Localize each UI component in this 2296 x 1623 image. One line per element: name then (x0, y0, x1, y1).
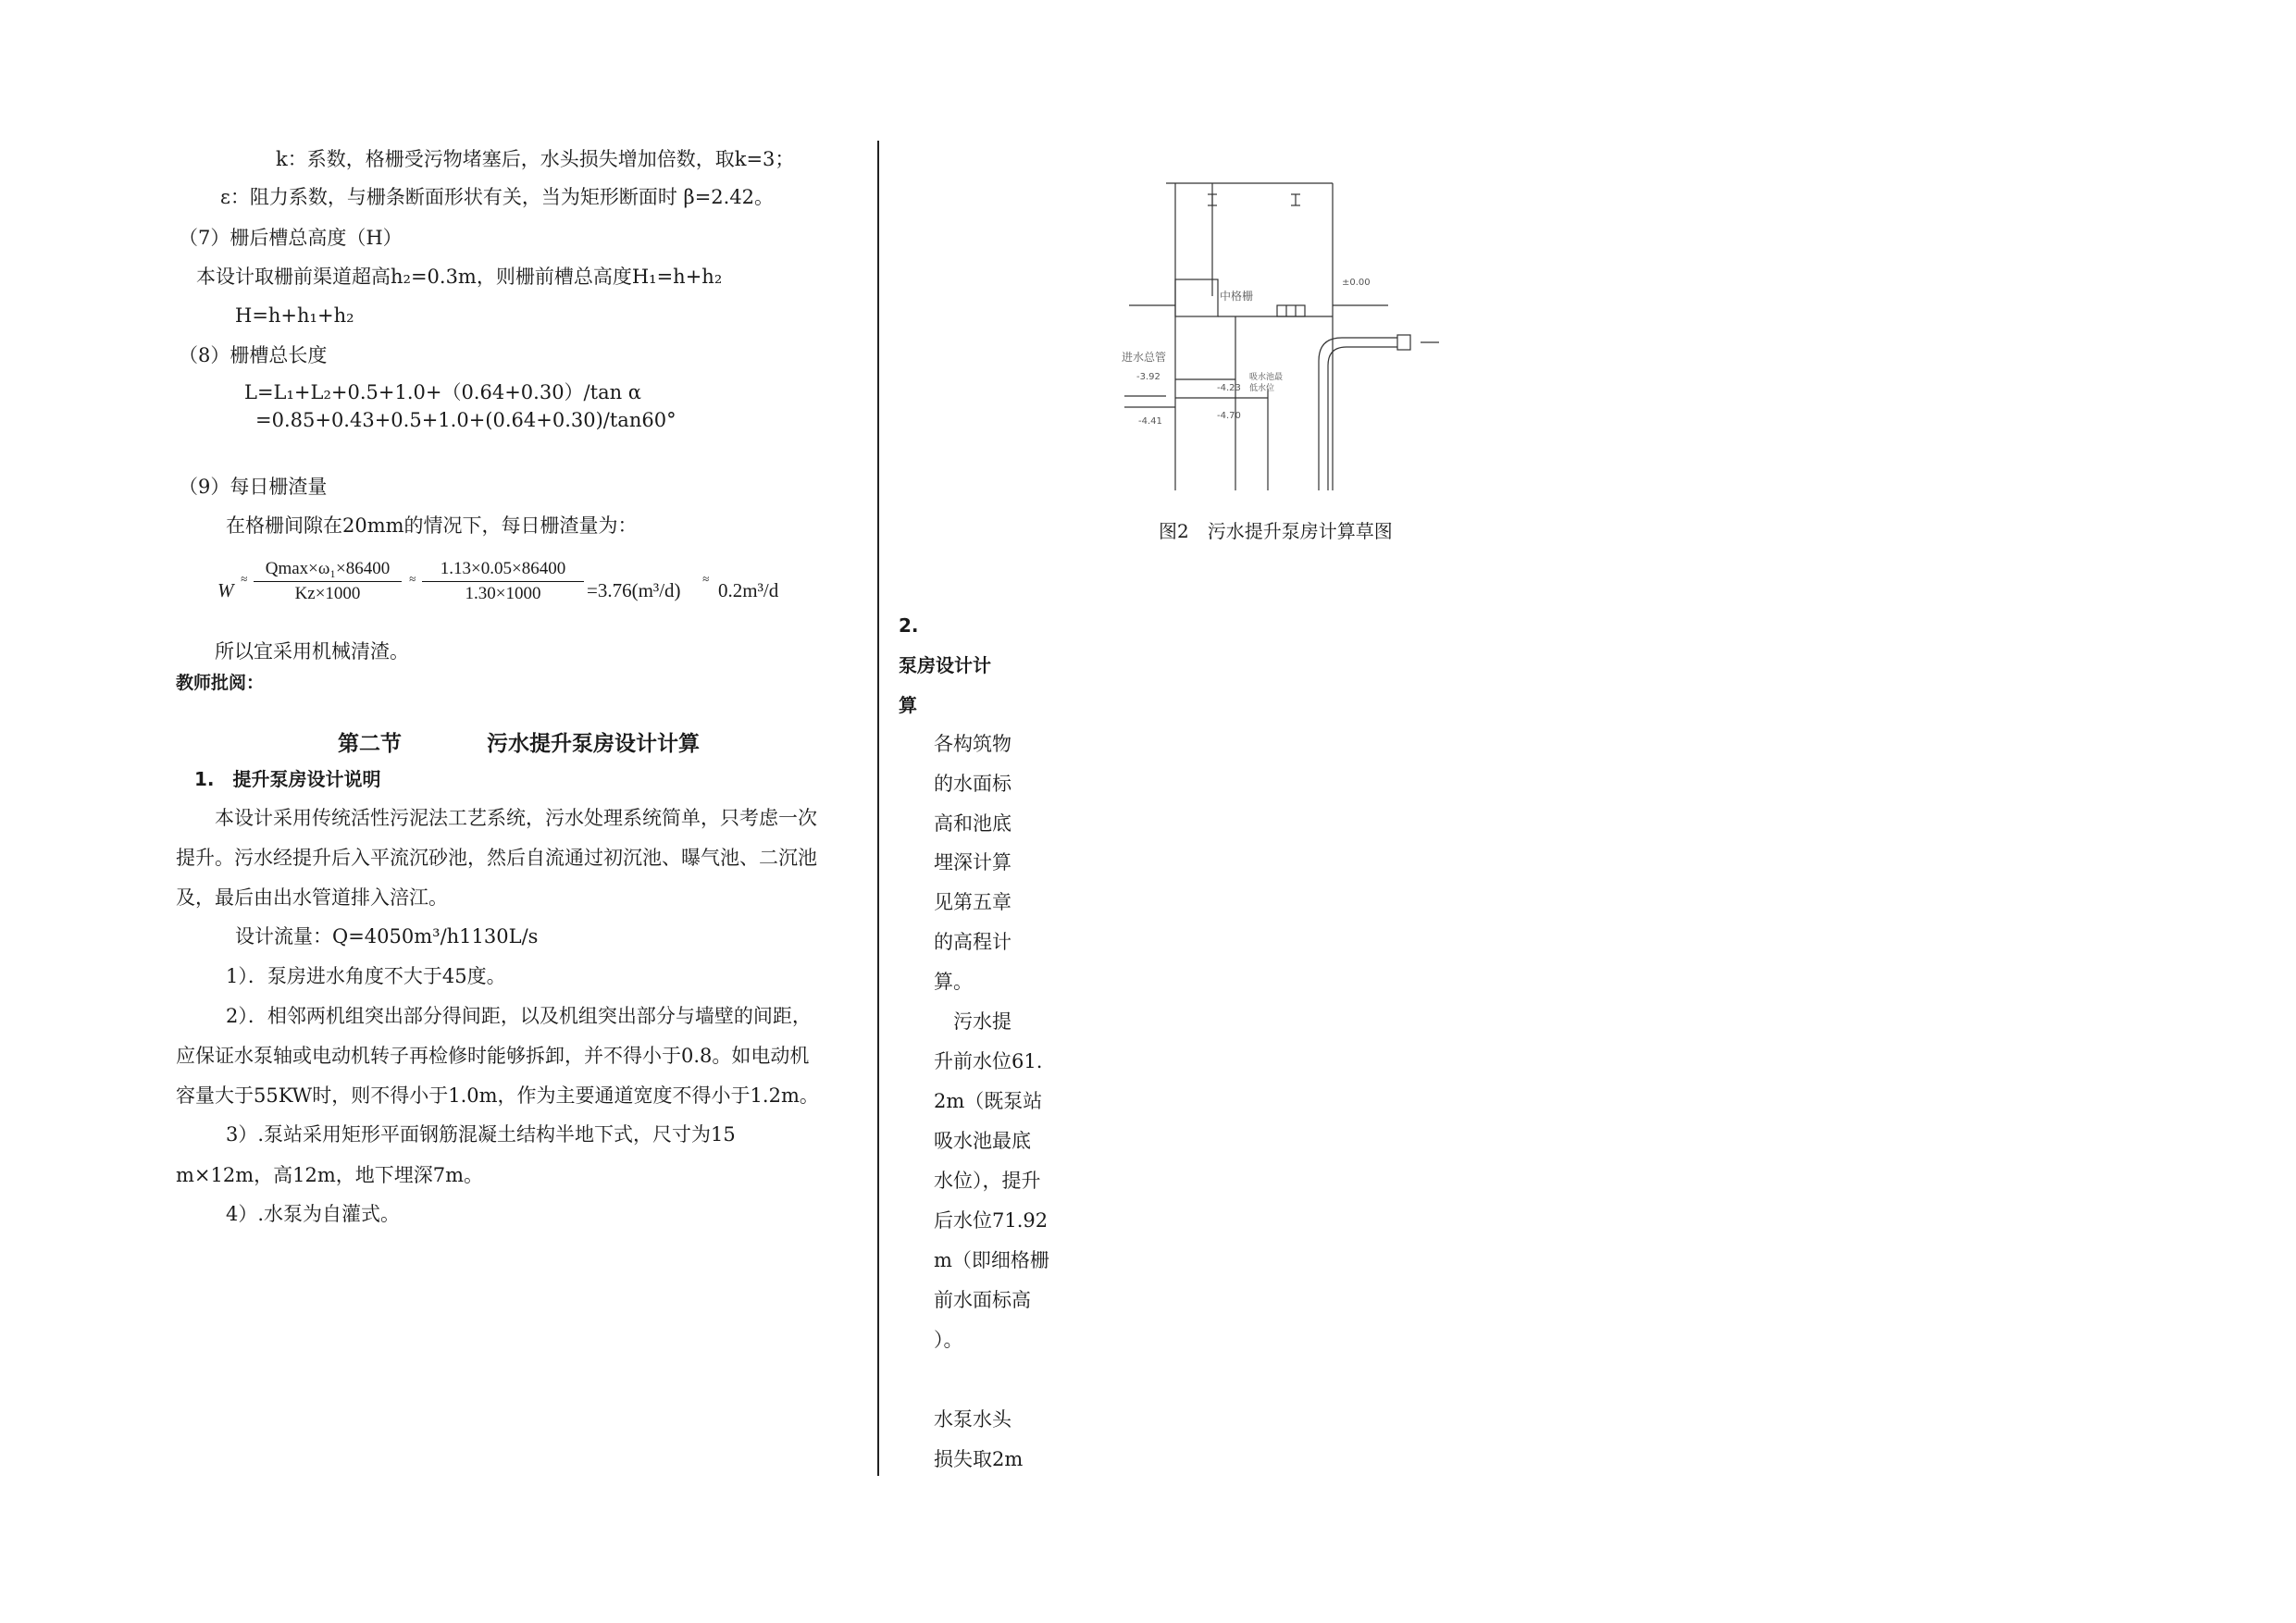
section-title: 第二节 污水提升泵房设计计算 (338, 731, 700, 756)
narrow-line-3: 高和池底 (934, 812, 1011, 835)
narrow-line-8: 污水提 (934, 1010, 1011, 1033)
formula-lhs: W (217, 579, 234, 601)
narrow-line-2: 的水面标 (934, 773, 1011, 795)
item-3-line2: m×12m，高12m，地下埋深7m。 (176, 1164, 484, 1186)
narrow-line-6: 的高程计 (934, 931, 1011, 953)
paragraph-7: 本设计取栅前渠道超高h₂=0.3m，则栅前槽总高度H₁=h+h₂ (196, 266, 723, 288)
sump-level-label-1: 吸水池最 (1249, 373, 1284, 382)
inlet-label: 进水总管 (1122, 351, 1167, 364)
heading-9: （9）每日栅渣量 (179, 476, 328, 498)
subsection-1-title: 1. 提升泵房设计说明 (194, 768, 381, 790)
conclusion: 所以宜采用机械清渣。 (215, 640, 409, 663)
fraction-2 (422, 559, 584, 604)
approx-sign-3: ≈ (702, 572, 710, 586)
elevation-4-label: -4.41 (1138, 416, 1162, 427)
item-2-line2: 应保证水泵轴或电动机转子再检修时能够拆卸，并不得小于0.8。如电动机 (176, 1045, 810, 1067)
narrow-line-11: 吸水池最底 (934, 1130, 1031, 1152)
teacher-review-label: 教师批阅： (176, 673, 265, 693)
narrow-line-19: 损失取2m (934, 1448, 1024, 1470)
screenings-formula (215, 559, 844, 624)
item-2-line3: 容量大于55KW时，则不得小于1.0m，作为主要通道宽度不得小于1.2m。 (176, 1084, 819, 1107)
equation-7: H=h+h₁+h₂ (235, 304, 354, 327)
narrow-line-7: 算。 (934, 971, 973, 993)
column-divider (877, 141, 879, 1476)
narrow-line-9: 升前水位61. (934, 1050, 1043, 1072)
elevation-3-label: -4.70 (1217, 411, 1241, 421)
narrow-line-4: 埋深计算 (934, 851, 1011, 873)
equation-8-line1: L=L₁+L₂+0.5+1.0+（0.64+0.30）/tan α (244, 381, 641, 403)
design-flow: 设计流量：Q=4050m³/h1130L/s (235, 925, 539, 948)
formula-result: =3.76(m³/d) (587, 579, 681, 601)
equation-8-line2: =0.85+0.43+0.5+1.0+(0.64+0.30)/tan60° (255, 409, 676, 431)
item-3-line1: 3）.泵站采用矩形平面钢筋混凝土结构半地下式，尺寸为15 (226, 1123, 736, 1146)
narrow-line-15: 前水面标高 (934, 1289, 1031, 1311)
narrow-line-16: ）。 (934, 1329, 963, 1351)
elevation-1-label: -3.92 (1136, 372, 1160, 382)
paragraph-1-line1: 本设计采用传统活性污泥法工艺系统，污水处理系统简单，只考虑一次 (215, 807, 817, 829)
elevation-2-label: -4.23 (1217, 383, 1241, 393)
fraction-1 (254, 559, 402, 604)
fraction-1-denominator: Kz×1000 (294, 584, 361, 603)
fraction-2-numerator: 1.13×0.05×86400 (440, 559, 566, 578)
narrow-line-13: 后水位71.92 (934, 1209, 1049, 1232)
level-zero-label: ±0.00 (1342, 278, 1371, 288)
heading-2-number: 2. (899, 614, 919, 637)
paragraph-9: 在格栅间隙在20mm的情况下，每日栅渣量为： (226, 514, 638, 537)
approx-sign-2: ≈ (409, 572, 416, 586)
heading-2-line2: 算 (899, 694, 917, 716)
item-4: 4）.水泵为自灌式。 (226, 1203, 401, 1225)
figure-caption: 图2 污水提升泵房计算草图 (1159, 520, 1393, 542)
epsilon-definition: ε：阻力系数，与栅条断面形状有关，当为矩形断面时 β=2.42。 (220, 186, 775, 208)
narrow-line-18: 水泵水头 (934, 1408, 1011, 1431)
screen-label: 中格栅 (1220, 290, 1254, 303)
pump-house-sketch (1120, 176, 1453, 500)
narrow-line-14: m（即细格栅 (934, 1249, 1049, 1271)
narrow-line-10: 2m（既泵站 (934, 1090, 1043, 1112)
formula-result-rounded: 0.2m³/d (718, 579, 779, 601)
heading-2-line1: 泵房设计计 (899, 654, 991, 676)
k-definition: k：系数，格栅受污物堵塞后，水头损失增加倍数，取k=3； (276, 148, 795, 170)
narrow-line-12: 水位），提升 (934, 1170, 1041, 1192)
item-1: 1）．泵房进水角度不大于45度。 (226, 965, 506, 987)
sump-level-label-2: 低水位 (1249, 384, 1275, 393)
paragraph-1-line2: 提升。污水经提升后入平流沉砂池，然后自流通过初沉池、曝气池、二沉池 (176, 847, 817, 869)
fraction-2-denominator: 1.30×1000 (465, 584, 541, 603)
narrow-line-1: 各构筑物 (934, 733, 1011, 755)
fraction-1-numerator: Qmax×ω₁×86400 (265, 559, 391, 578)
heading-7: （7）栅后槽总高度（H） (179, 227, 403, 249)
item-2-line1: 2）．相邻两机组突出部分得间距，以及机组突出部分与墙壁的间距， (226, 1005, 812, 1027)
paragraph-1-line3: 及，最后由出水管道排入涪江。 (176, 886, 448, 909)
narrow-line-5: 见第五章 (934, 891, 1011, 913)
heading-8: （8）栅槽总长度 (179, 344, 328, 366)
approx-sign-1: ≈ (241, 572, 248, 586)
